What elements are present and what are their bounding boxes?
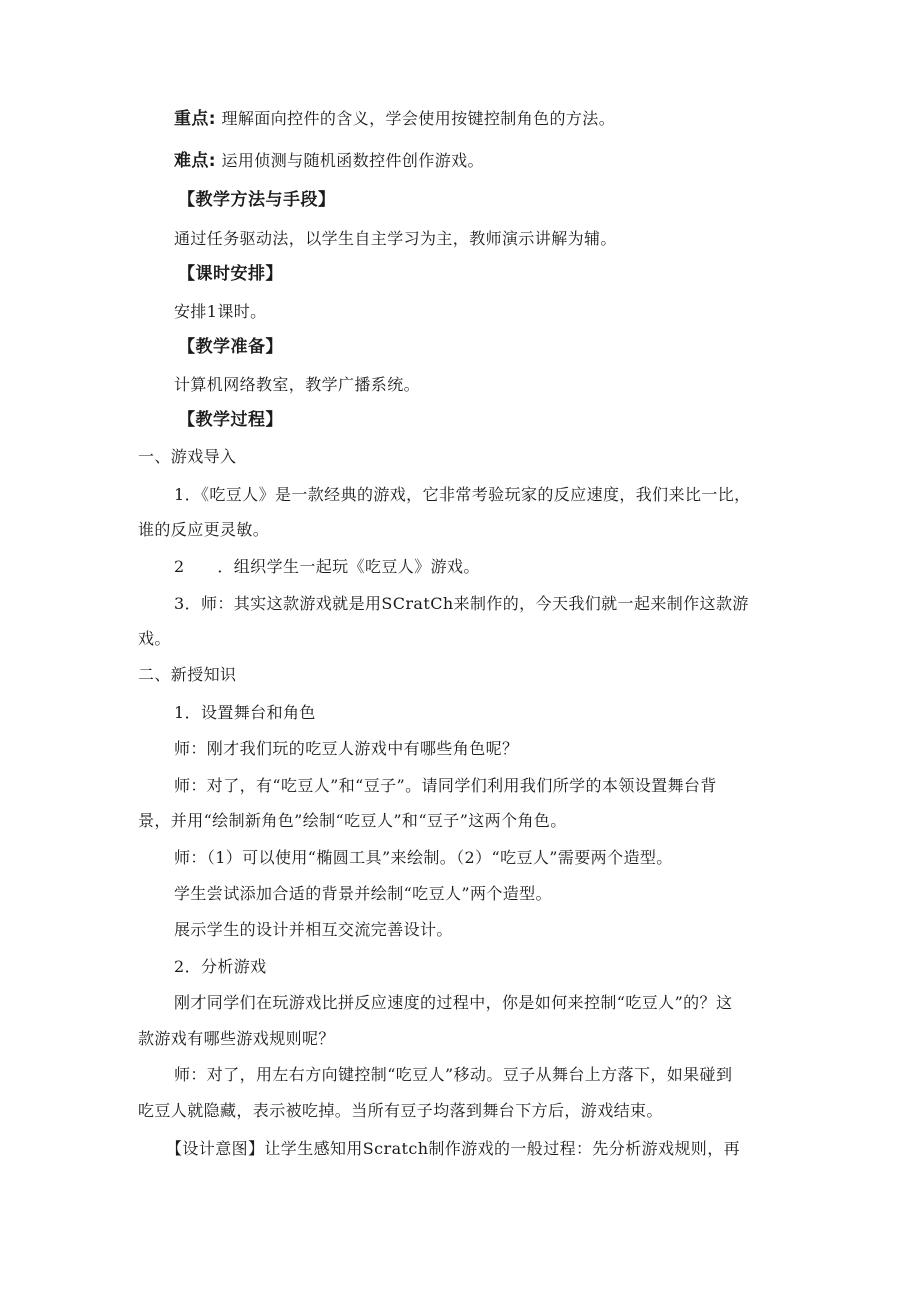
section2-line-7b: 吃豆人就隐藏，表示被吃掉。当所有豆子均落到舞台下方后，游戏结束。 (138, 1101, 663, 1120)
section2-line-3: 师：（1）可以使用“椭圆工具”来绘制。（2）“吃豆人”需要两个造型。 (174, 848, 673, 867)
section1-p1-line1: 1．《吃豆人》是一款经典的游戏，它非常考验玩家的反应速度，我们来比一比， (174, 485, 751, 504)
section2-line-6b: 款游戏有哪些游戏规则呢？ (138, 1029, 335, 1048)
section2-line-2a: 师：对了，有“吃豆人”和“豆子”。请同学们利用我们所学的本领设置舞台背 (174, 776, 717, 795)
section2-line-5: 展示学生的设计并相互交流完善设计。 (174, 920, 453, 939)
methods-heading: 【教学方法与手段】 (178, 190, 336, 210)
section2-line-7a: 师：对了，用左右方向键控制“吃豆人”移动。豆子从舞台上方落下，如果碰到 (174, 1065, 733, 1084)
section2-line-6a: 刚才同学们在玩游戏比拼反应速度的过程中，你是如何来控制“吃豆人”的？这 (174, 993, 733, 1012)
section1-title: 一、游戏导入 (138, 447, 237, 466)
design-intent-label: 【设计意图】 (166, 1139, 265, 1158)
section1-p3-line2: 戏。 (138, 629, 171, 648)
section2-line-4: 学生尝试添加合适的背景并绘制“吃豆人”两个造型。 (174, 884, 552, 903)
schedule-text: 安排1课时。 (174, 302, 267, 321)
section1-p3-line1: 3．师：其实这款游戏就是用SCratCh来制作的，今天我们就一起来制作这款游 (174, 594, 749, 613)
prep-heading: 【教学准备】 (178, 337, 283, 357)
section2-title: 二、新授知识 (138, 665, 237, 684)
section2-line-2b: 景，并用“绘制新角色”绘制“吃豆人”和“豆子”这两个角色。 (138, 811, 567, 830)
focus-line (174, 108, 615, 130)
section2-subheading-1: 1．设置舞台和角色 (174, 703, 316, 722)
focus-text: 理解面向控件的含义，学会使用按键控制角色的方法。 (221, 109, 616, 128)
difficulty-line (174, 150, 484, 172)
schedule-heading: 【课时安排】 (178, 264, 283, 284)
section2-line-1: 师：刚才我们玩的吃豆人游戏中有哪些角色呢？ (174, 739, 519, 758)
difficulty-label: 难点: (174, 151, 216, 171)
difficulty-text: 运用侦测与随机函数控件创作游戏。 (221, 151, 484, 170)
prep-text: 计算机网络教室，教学广播系统。 (174, 375, 421, 394)
section2-subheading-2: 2．分析游戏 (174, 957, 267, 976)
section1-p2: 2 ．组织学生一起玩《吃豆人》游戏。 (174, 557, 480, 576)
focus-label: 重点: (174, 109, 216, 129)
process-heading: 【教学过程】 (178, 410, 283, 430)
design-intent-text: 让学生感知用Scratch制作游戏的一般过程：先分析游戏规则，再 (264, 1139, 741, 1158)
section1-p1-line2: 谁的反应更灵敏。 (138, 520, 270, 539)
methods-text: 通过任务驱动法，以学生自主学习为主，教师演示讲解为辅。 (174, 229, 617, 248)
design-intent-line (166, 1138, 740, 1160)
